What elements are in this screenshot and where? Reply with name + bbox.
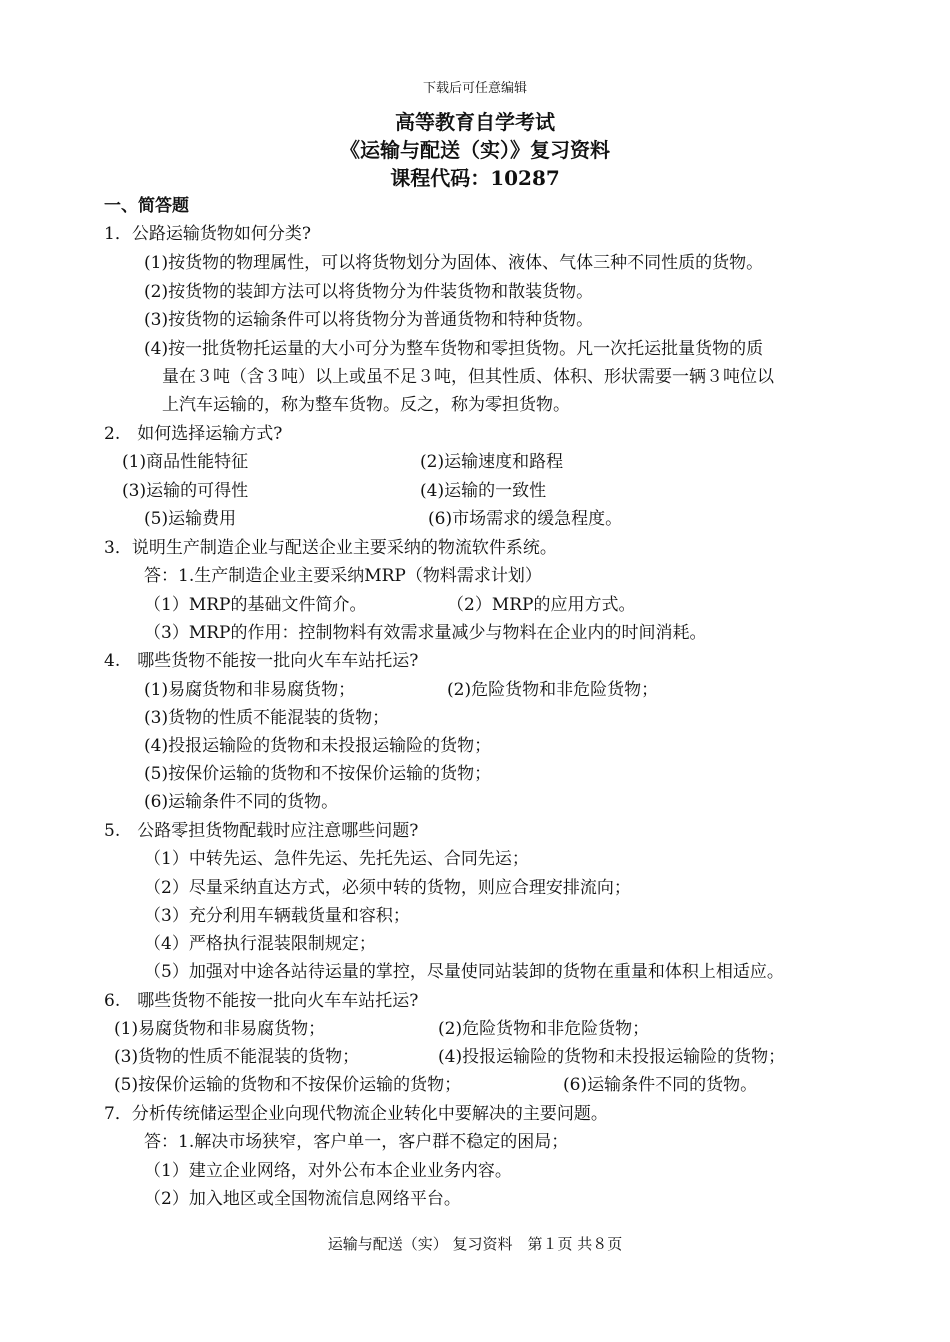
answer-2-1: (1)商品性能特征 xyxy=(122,452,249,472)
answer-1-4-line1: (4)按一批货物托运量的大小可分为整车货物和零担货物。凡一次托运批量货物的质 xyxy=(144,339,764,359)
question-7: 7．分析传统储运型企业向现代物流企业转化中要解决的主要问题。 xyxy=(104,1104,608,1124)
answer-3-0: 答：1.生产制造企业主要采纳MRP（物料需求计划） xyxy=(144,566,542,586)
answer-1-1: (1)按货物的物理属性，可以将货物划分为固体、液体、气体三种不同性质的货物。 xyxy=(144,253,764,273)
question-2: 2. 如何选择运输方式? xyxy=(104,424,283,444)
answer-1-2: (2)按货物的装卸方法可以将货物分为件装货物和散装货物。 xyxy=(144,282,594,302)
question-5: 5. 公路零担货物配载时应注意哪些问题? xyxy=(104,821,419,841)
question-1: 1．公路运输货物如何分类? xyxy=(104,224,311,244)
answer-6-3: (3)货物的性质不能混装的货物； xyxy=(114,1047,360,1067)
answer-3-1: （1）MRP的基础文件简介。 xyxy=(144,595,367,615)
answer-1-4-line2: 量在３吨（含３吨）以上或虽不足３吨，但其性质、体积、形状需要一辆３吨位以 xyxy=(162,367,774,387)
answer-4-6: (6)运输条件不同的货物。 xyxy=(144,792,339,812)
answer-4-3: (3)货物的性质不能混装的货物； xyxy=(144,708,390,728)
page-footer: 运输与配送（实） 复习资料 第１页 共８页 xyxy=(327,1235,623,1253)
document-title-line1: 高等教育自学考试 xyxy=(395,110,555,134)
answer-5-2: （2）尽量采纳直达方式，必须中转的货物，则应合理安排流向； xyxy=(144,878,631,898)
document-title-line2: 《运输与配送（实）》复习资料 xyxy=(340,138,610,162)
answer-5-5: （5）加强对中途各站待运量的掌控，尽量使同站装卸的货物在重量和体积上相适应。 xyxy=(144,962,784,982)
answer-2-2: (2)运输速度和路程 xyxy=(420,452,564,472)
answer-4-1: (1)易腐货物和非易腐货物； xyxy=(144,680,356,700)
answer-5-1: （1）中转先运、急件先运、先托先运、合同先运； xyxy=(144,849,529,869)
answer-4-4: (4)投报运输险的货物和未投报运输险的货物； xyxy=(144,736,492,756)
header-note: 下载后可任意编辑 xyxy=(422,81,527,96)
section-heading: 一、简答题 xyxy=(104,196,189,216)
answer-4-2: (2)危险货物和非危险货物； xyxy=(447,680,659,700)
document-title-line3: 课程代码：10287 xyxy=(390,166,560,190)
answer-7-0: 答：1.解决市场狭窄，客户单一，客户群不稳定的困局； xyxy=(144,1132,569,1152)
answer-2-5: (5)运输费用 xyxy=(144,509,237,529)
answer-7-2: （2）加入地区或全国物流信息网络平台。 xyxy=(144,1189,461,1209)
answer-2-3: (3)运输的可得性 xyxy=(122,481,249,501)
answer-6-5: (5)按保价运输的货物和不按保价运输的货物； xyxy=(114,1075,462,1095)
answer-7-1: （1）建立企业网络，对外公布本企业业务内容。 xyxy=(144,1161,512,1181)
answer-1-4-line3: 上汽车运输的，称为整车货物。反之，称为零担货物。 xyxy=(162,395,570,415)
question-4: 4. 哪些货物不能按一批向火车车站托运? xyxy=(104,651,419,671)
answer-6-1: (1)易腐货物和非易腐货物； xyxy=(114,1019,326,1039)
answer-2-4: (4)运输的一致性 xyxy=(420,481,547,501)
answer-2-6: (6)市场需求的缓急程度。 xyxy=(428,509,623,529)
answer-1-3: (3)按货物的运输条件可以将货物分为普通货物和特种货物。 xyxy=(144,310,594,330)
answer-4-5: (5)按保价运输的货物和不按保价运输的货物； xyxy=(144,764,492,784)
answer-3-3: （3）MRP的作用：控制物料有效需求量减少与物料在企业内的时间消耗。 xyxy=(144,623,707,643)
answer-5-4: （4）严格执行混装限制规定； xyxy=(144,934,376,954)
answer-6-6: (6)运输条件不同的货物。 xyxy=(563,1075,758,1095)
answer-6-2: (2)危险货物和非危险货物； xyxy=(438,1019,650,1039)
question-6: 6. 哪些货物不能按一批向火车车站托运? xyxy=(104,991,419,1011)
answer-6-4: (4)投报运输险的货物和未投报运输险的货物； xyxy=(438,1047,786,1067)
answer-3-2: （2）MRP的应用方式。 xyxy=(447,595,636,615)
answer-5-3: （3）充分利用车辆载货量和容积； xyxy=(144,906,410,926)
question-3: 3．说明生产制造企业与配送企业主要采纳的物流软件系统。 xyxy=(104,538,557,558)
